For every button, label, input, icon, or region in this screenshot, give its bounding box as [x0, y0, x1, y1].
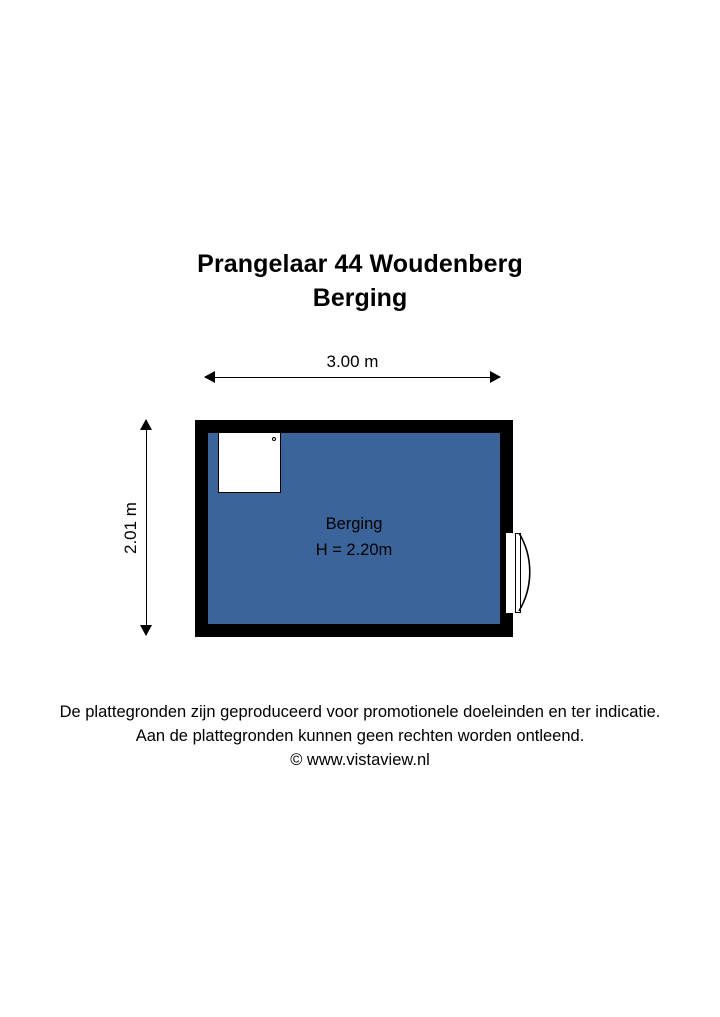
room-berging	[195, 420, 513, 637]
height-dimension	[121, 420, 164, 635]
width-dimension-label: 3.00 m	[326, 352, 379, 371]
arrow-left-icon	[204, 371, 215, 383]
room-name: Berging	[325, 515, 383, 533]
title-floor: Berging	[312, 284, 408, 312]
closet-outline	[218, 433, 281, 493]
width-dimension-line	[205, 377, 500, 378]
height-dimension-line	[146, 420, 147, 635]
door-swing-arc-icon	[517, 533, 595, 613]
width-dimension	[205, 352, 500, 391]
room-interior	[207, 432, 501, 625]
arrow-up-icon	[140, 419, 152, 430]
arrow-down-icon	[140, 625, 152, 636]
height-dimension-label: 2.01 m	[121, 502, 140, 554]
disclaimer-line-2: Aan de plattegronden kunnen geen rechten worden ontleend.	[135, 727, 585, 745]
disclaimer-copyright: © www.vistaview.nl	[290, 751, 430, 769]
disclaimer-line-1: De plattegronden zijn geproduceerd voor promotionele doeleinden en ter indicatie.	[59, 703, 661, 721]
room-height: H = 2.20m	[315, 541, 393, 559]
floor-plan	[110, 340, 610, 670]
page-title	[0, 248, 720, 314]
arrow-right-icon	[490, 371, 501, 383]
room-label	[208, 511, 500, 563]
closet-marker-icon	[272, 437, 276, 441]
disclaimer	[0, 700, 720, 772]
title-address: Prangelaar 44 Woudenberg	[197, 250, 523, 278]
